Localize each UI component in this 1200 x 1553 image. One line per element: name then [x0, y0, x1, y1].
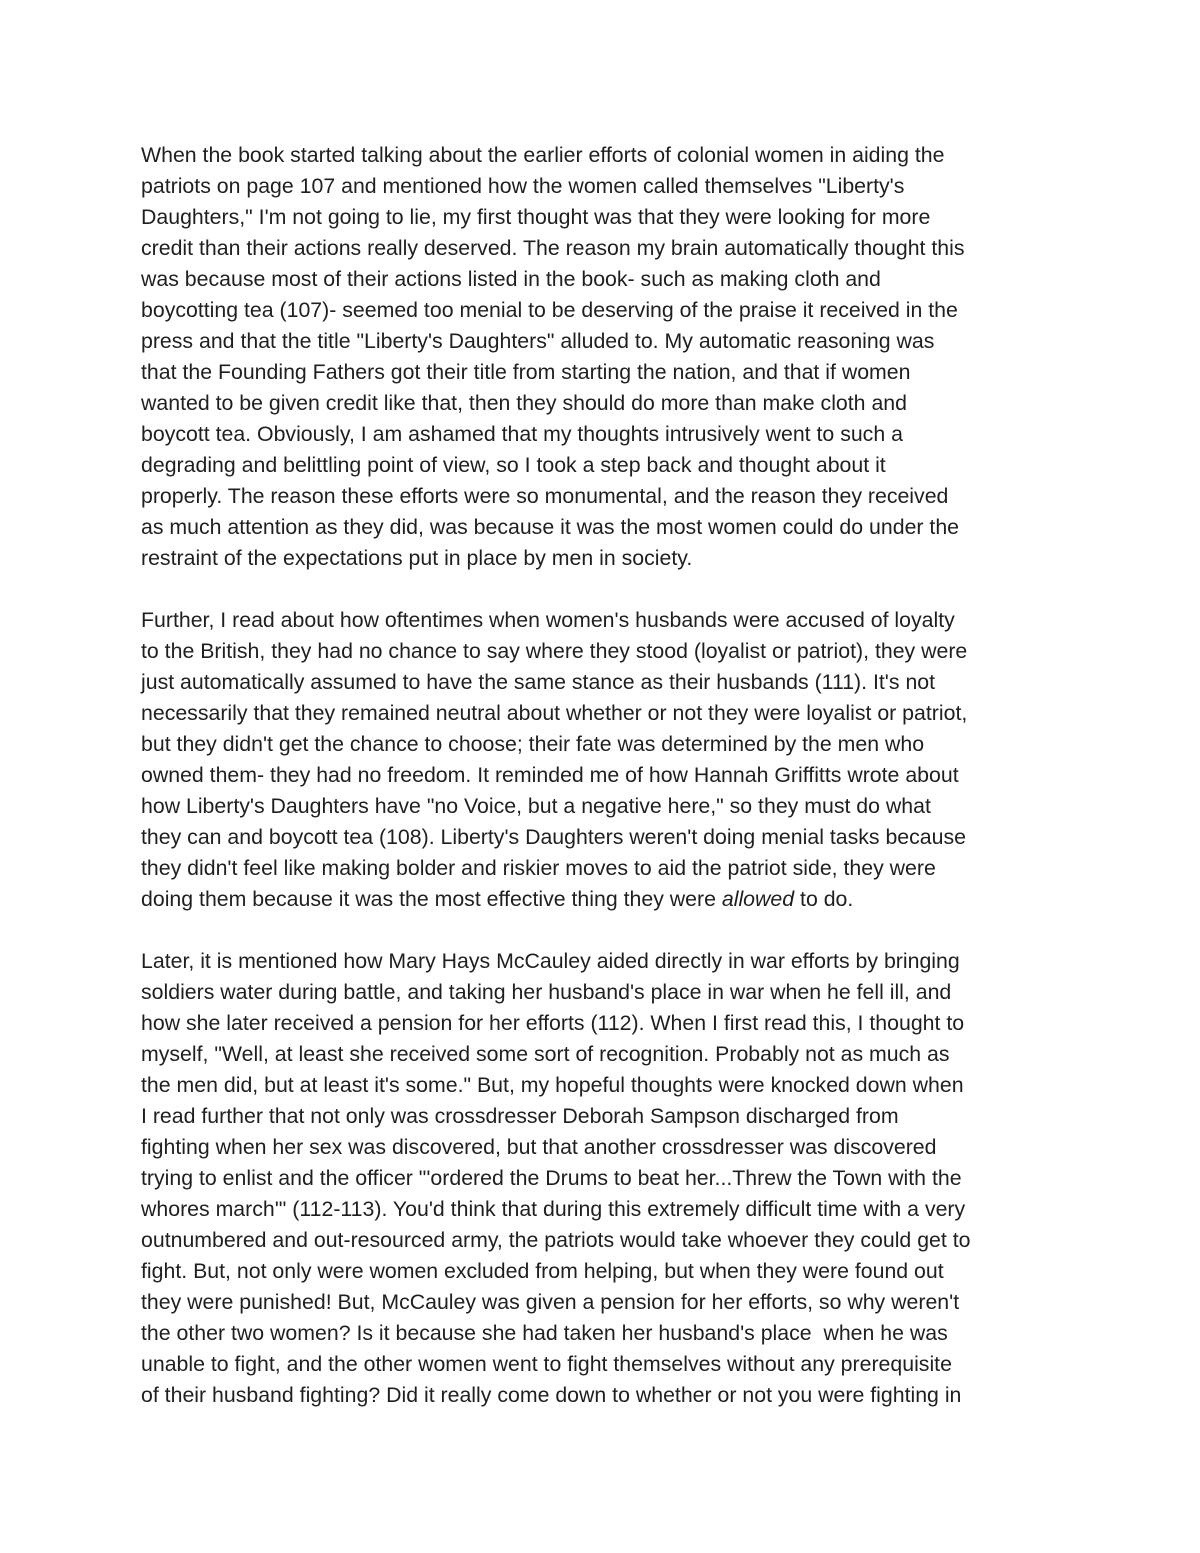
text-line: press and that the title "Liberty's Daughters" alluded to. My automatic reasoning was	[141, 329, 935, 353]
document-body	[141, 140, 1071, 1442]
text-line: boycotting tea (107)- seemed too menial to be deserving of the praise it received in the	[141, 298, 958, 322]
text-line: properly. The reason these efforts were so monumental, and the reason they received	[141, 484, 949, 508]
text-line: unable to fight, and the other women went to fight themselves without any prerequisite	[141, 1352, 952, 1376]
text-line: outnumbered and out-resourced army, the patriots would take whoever they could get to	[141, 1228, 971, 1252]
emphasis-text: allowed	[721, 887, 795, 911]
text-line: myself, "Well, at least she received some sort of recognition. Probably not as much as	[141, 1042, 950, 1066]
text-line: I read further that not only was crossdresser Deborah Sampson discharged from	[141, 1104, 899, 1128]
text-line: was because most of their actions listed in the book- such as making cloth and	[141, 267, 881, 291]
text-line: they can and boycott tea (108). Liberty's Daughters weren't doing menial tasks because	[141, 825, 966, 849]
text-line: restraint of the expectations put in place by men in society.	[141, 546, 693, 570]
text-line: soldiers water during battle, and taking her husband's place in war when he fell ill, and	[141, 980, 952, 1004]
text-line: as much attention as they did, was because it was the most women could do under the	[141, 515, 960, 539]
text-line: of their husband fighting? Did it really come down to whether or not you were fighting in	[141, 1383, 962, 1407]
text-line: boycott tea. Obviously, I am ashamed that my thoughts intrusively went to such a	[141, 422, 903, 446]
text-line: Later, it is mentioned how Mary Hays McCauley aided directly in war efforts by bringing	[141, 949, 960, 973]
text-line: just automatically assumed to have the same stance as their husbands (111). It's not	[141, 670, 936, 694]
text-line: they didn't feel like making bolder and riskier moves to aid the patriot side, they were	[141, 856, 936, 880]
text-line: trying to enlist and the officer "'ordered the Drums to beat her...Threw the Town with the	[141, 1166, 962, 1190]
text-line: the men did, but at least it's some." But, my hopeful thoughts were knocked down when	[141, 1073, 964, 1097]
text-line: how she later received a pension for her efforts (112). When I first read this, I thought to	[141, 1011, 965, 1035]
text-line: When the book started talking about the earlier efforts of colonial women in aiding the	[141, 143, 945, 167]
text-line: Daughters," I'm not going to lie, my first thought was that they were looking for more	[141, 205, 931, 229]
paragraph-2	[141, 605, 1071, 915]
text-line: Further, I read about how oftentimes when women's husbands were accused of loyalty	[141, 608, 955, 632]
text-line: fight. But, not only were women excluded from helping, but when they were found out	[141, 1259, 944, 1283]
text-line: they were punished! But, McCauley was given a pension for her efforts, so why weren't	[141, 1290, 960, 1314]
text-line: the other two women? Is it because she had taken her husband's place when he was	[141, 1321, 948, 1345]
text-segment: to do.	[794, 887, 854, 911]
text-line: fighting when her sex was discovered, but that another crossdresser was discovered	[141, 1135, 937, 1159]
text-line: to the British, they had no chance to say where they stood (loyalist or patriot), they were	[141, 639, 968, 663]
text-line: owned them- they had no freedom. It reminded me of how Hannah Griffitts wrote about	[141, 763, 959, 787]
paragraph-1	[141, 140, 1071, 574]
text-line: degrading and belittling point of view, so I took a step back and thought about it	[141, 453, 886, 477]
text-line: but they didn't get the chance to choose; their fate was determined by the men who	[141, 732, 925, 756]
text-segment: doing them because it was the most effective thing they were	[141, 887, 722, 911]
paragraph-3	[141, 946, 1071, 1411]
text-line: necessarily that they remained neutral about whether or not they were loyalist or patriot,	[141, 701, 968, 725]
text-line: patriots on page 107 and mentioned how the women called themselves "Liberty's	[141, 174, 905, 198]
text-line: wanted to be given credit like that, then they should do more than make cloth and	[141, 391, 907, 415]
text-line: credit than their actions really deserved. The reason my brain automatically thought this	[141, 236, 965, 260]
text-line: that the Founding Fathers got their title from starting the nation, and that if women	[141, 360, 911, 384]
text-line: whores march'" (112-113). You'd think that during this extremely difficult time with a very	[141, 1197, 966, 1221]
text-line	[141, 884, 1071, 915]
text-line: how Liberty's Daughters have "no Voice, but a negative here," so they must do what	[141, 794, 931, 818]
